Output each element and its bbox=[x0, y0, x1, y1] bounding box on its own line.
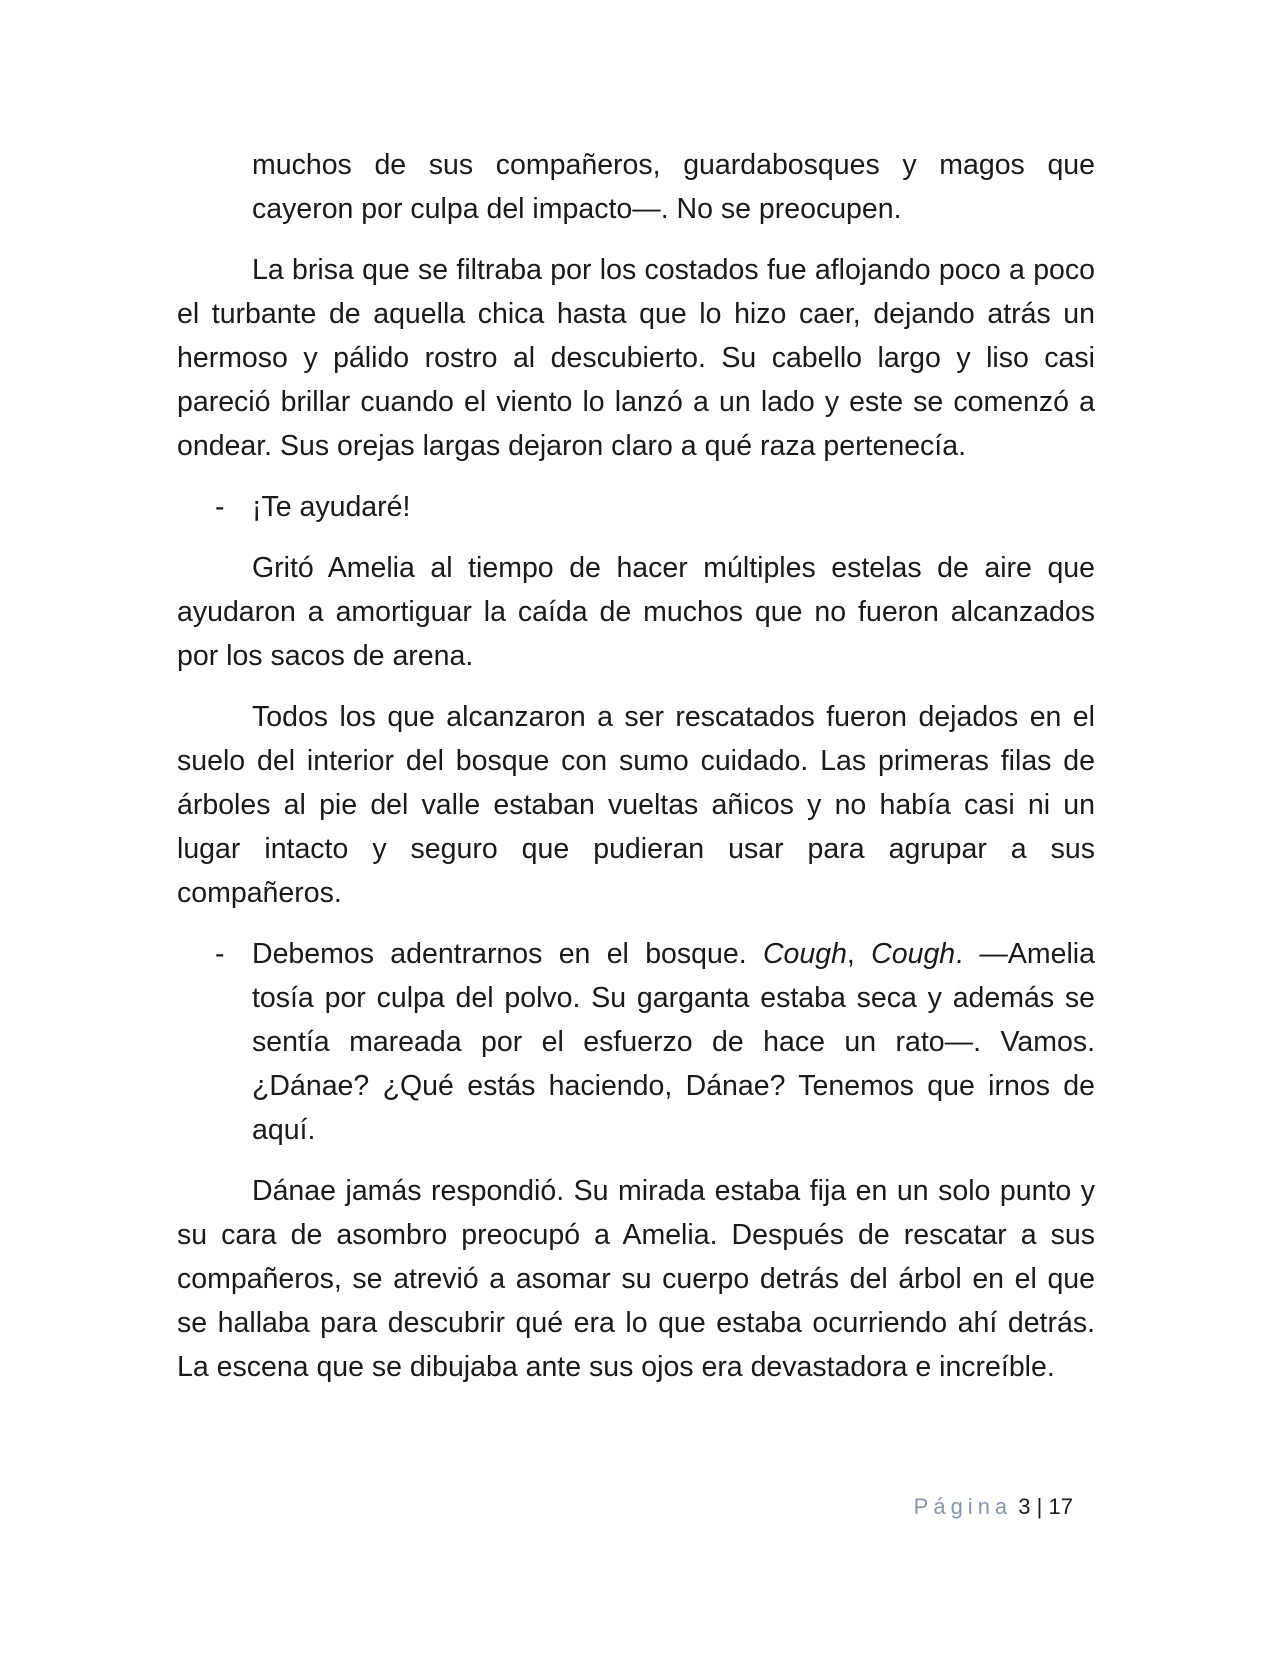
page-footer bbox=[914, 1492, 1073, 1522]
dialogue-emphasis: Cough bbox=[871, 938, 956, 970]
paragraph-narration: Gritó Amelia al tiempo de hacer múltiples estelas de aire que ayudaron a amortiguar la caída de muchos que no fueron alcanzados por los sacos de arena. bbox=[177, 552, 1095, 672]
page-body bbox=[177, 143, 1095, 1406]
dialogue-dash: - bbox=[215, 491, 225, 523]
paragraph-dialogue bbox=[177, 485, 1095, 529]
page-label: Página bbox=[913, 1494, 1013, 1519]
paragraph-dialogue-continuation: muchos de sus compañeros, guardabosques y magos que cayeron por culpa del impacto—. No se preocupen. bbox=[252, 149, 1095, 225]
paragraph-dialogue bbox=[177, 932, 1095, 1152]
dialogue-dash: - bbox=[215, 938, 225, 970]
dialogue-text: . —Amelia tosía por culpa del polvo. Su garganta estaba seca y además se sentía mareada por el esfuerzo de hace un rato—. Vamos. ¿Dánae? ¿Qué estás haciendo, Dánae? Tenemos que irnos de aquí. bbox=[252, 938, 1095, 1146]
page-separator: | bbox=[1036, 1494, 1043, 1519]
dialogue-text: ¡Te ayudaré! bbox=[252, 491, 411, 523]
paragraph-narration: La brisa que se filtraba por los costados fue aflojando poco a poco el turbante de aquella chica hasta que lo hizo caer, dejando atrás un hermoso y pálido rostro al descubierto. Su cabello largo y liso casi pareció brillar cuando el viento lo lanzó a un lado y este se comenzó a ondear. Sus orejas largas dejaron claro a qué raza pertenecía. bbox=[177, 254, 1095, 462]
page-total: 17 bbox=[1048, 1494, 1073, 1519]
paragraph-narration: Todos los que alcanzaron a ser rescatados fueron dejados en el suelo del interior del bosque con sumo cuidado. Las primeras filas de árboles al pie del valle estaban vueltas añicos y no había casi ni un lugar intacto y seguro que pudieran usar para agrupar a sus compañeros. bbox=[177, 701, 1095, 909]
dialogue-text: , bbox=[846, 938, 872, 970]
page-number: 3 bbox=[1018, 1494, 1031, 1519]
paragraph-narration: Dánae jamás respondió. Su mirada estaba fija en un solo punto y su cara de asombro preocupó a Amelia. Después de rescatar a sus compañeros, se atrevió a asomar su cuerpo detrás del árbol en el que se hallaba para descubrir qué era lo que estaba ocurriendo ahí detrás. La escena que se dibujaba ante sus ojos era devastadora e increíble. bbox=[177, 1175, 1095, 1383]
dialogue-text: Debemos adentrarnos en el bosque. bbox=[252, 938, 763, 970]
dialogue-emphasis: Cough bbox=[762, 938, 847, 970]
